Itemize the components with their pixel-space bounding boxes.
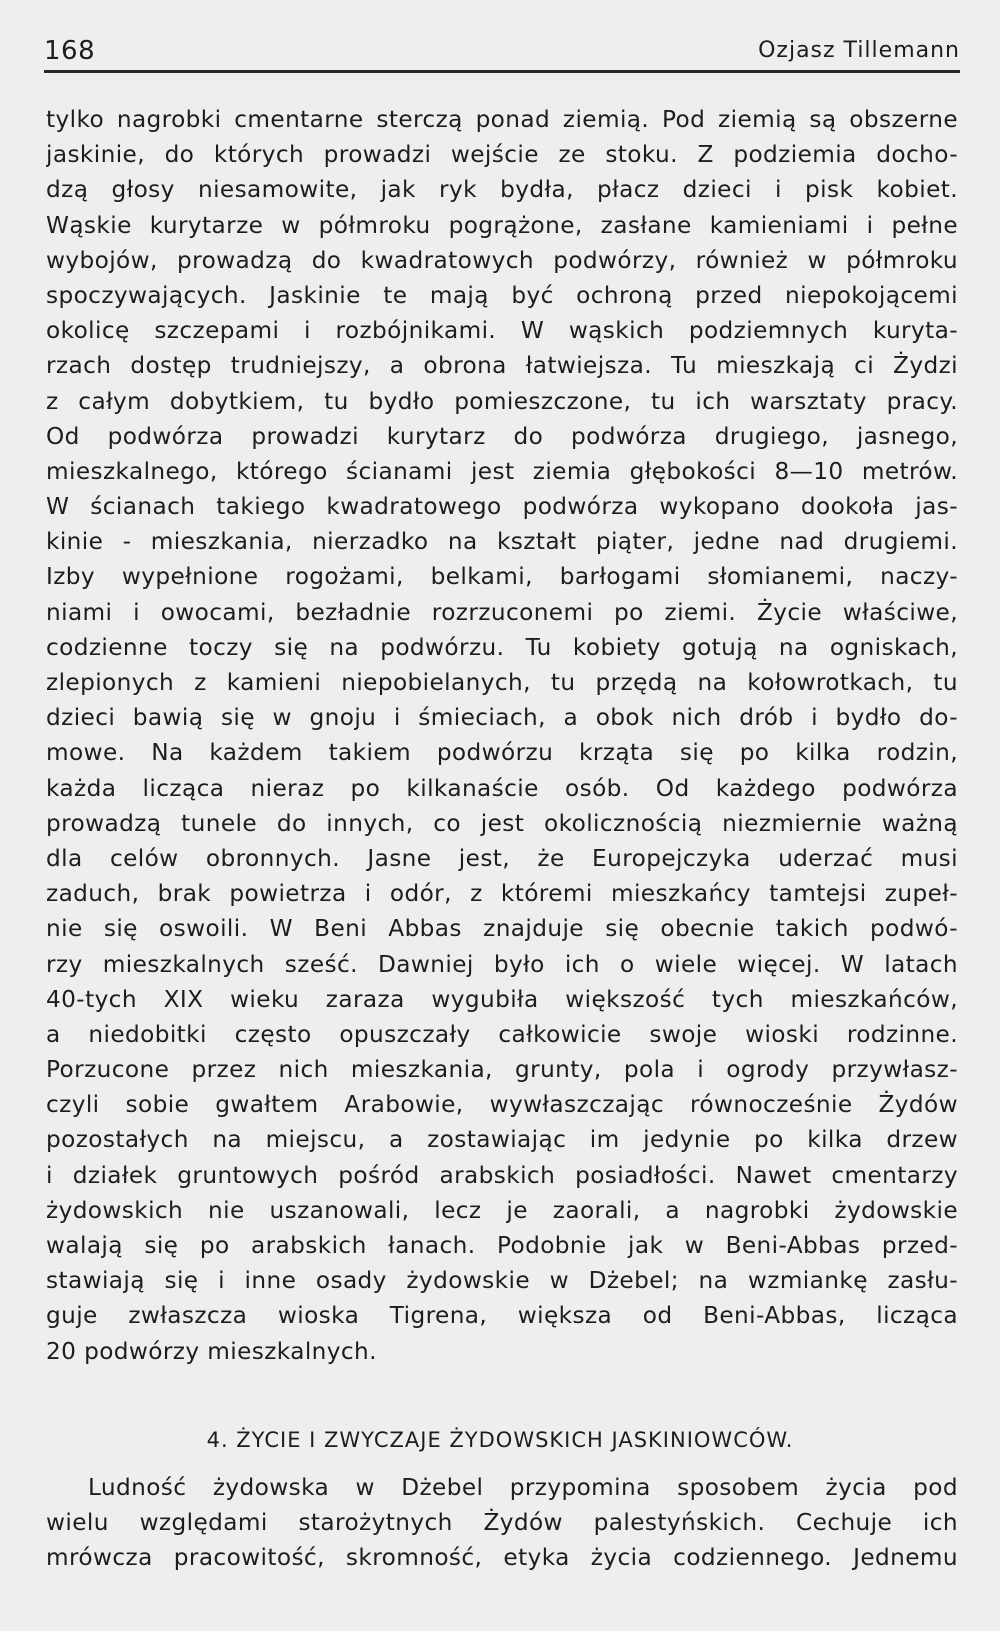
text-line: niami i owocami, bezładnie rozrzuconemi po ziemi. Życie właściwe, (46, 598, 958, 626)
text-line: każda licząca nieraz po kilkanaście osób. Od każdego podwórza (46, 774, 958, 802)
text-line: tylko nagrobki cmentarne sterczą ponad ziemią. Pod ziemią są obszerne (46, 106, 958, 133)
text-line: wybojów, prowadzą do kwadratowych podwórzy, również w półmroku (46, 246, 958, 274)
text-line: Wąskie kurytarze w półmroku pogrążone, zasłane kamieniami i pełne (46, 211, 958, 239)
text-line: rzach dostęp trudniejszy, a obrona łatwiejsza. Tu mieszkają ci Żydzi (46, 352, 958, 380)
text-line: 40-tych XIX wieku zaraza wygubiła większość tych mieszkańców, (46, 985, 958, 1013)
section-heading: 4. ŻYCIE I ZWYCZAJE ŻYDOWSKICH JASKINIOWCÓW. (206, 1428, 794, 1452)
text-line: dzą głosy niesamowite, jak ryk bydła, płacz dzieci i pisk kobiet. (46, 176, 958, 204)
text-line: czyli sobie gwałtem Arabowie, wywłaszczając równocześnie Żydów (46, 1091, 958, 1119)
running-head: Ozjasz Tillemann (758, 38, 960, 63)
text-line: stawiają się i inne osady żydowskie w Dżebel; na wzmiankę zasłu- (46, 1267, 958, 1295)
text-line: Porzucone przez nich mieszkania, grunty, pola i ogrody przywłasz- (46, 1056, 958, 1084)
text-line: rzy mieszkalnych sześć. Dawniej było ich o wiele więcej. W latach (46, 950, 958, 978)
text-line: zaduch, brak powietrza i odór, z któremi mieszkańcy tamtejsi zupeł- (46, 880, 958, 908)
page-header (44, 36, 960, 66)
page-number: 168 (44, 36, 96, 66)
text-line: walają się po arabskich łanach. Podobnie jak w Beni-Abbas przed- (46, 1232, 958, 1259)
text-line: i działek gruntowych pośród arabskich posiadłości. Nawet cmentarzy (46, 1161, 958, 1189)
text-line: okolicę szczepami i rozbójnikami. W wąskich podziemnych kuryta- (46, 317, 958, 345)
text-line: zlepionych z kamieni niepobielanych, tu przędą na kołowrotkach, tu (46, 669, 958, 696)
text-line: dzieci bawią się w gnoju i śmieciach, a obok nich drób i bydło do- (46, 704, 958, 732)
text-line: Ludność żydowska w Dżebel przypomina sposobem życia pod (88, 1474, 958, 1501)
section-paragraph (46, 1470, 958, 1576)
text-line: codzienne toczy się na podwórzu. Tu kobiety gotują na ogniskach, (46, 633, 958, 661)
text-line: mowe. Na każdem takiem podwórzu krząta się po kilka rodzin, (46, 739, 958, 767)
text-line: jaskinie, do których prowadzi wejście ze stoku. Z podziemia docho- (46, 141, 958, 169)
text-line: spoczywających. Jaskinie te mają być ochroną przed niepokojącemi (46, 281, 958, 309)
text-line: mrówcza pracowitość, skromność, etyka życia codziennego. Jednemu (46, 1544, 958, 1572)
text-line: wielu względami starożytnych Żydów palestyńskich. Cechuje ich (46, 1509, 958, 1537)
text-line: Izby wypełnione rogożami, belkami, barłogami słomianemi, naczy- (46, 563, 958, 591)
header-rule (44, 70, 960, 73)
text-line: prowadzą tunele do innych, co jest okolicznością niezmiernie ważną (46, 809, 958, 837)
paragraph-1 (46, 102, 958, 1369)
text-line: W ścianach takiego kwadratowego podwórza wykopano dookoła jas- (46, 493, 958, 521)
text-line: Od podwórza prowadzi kurytarz do podwórza drugiego, jasnego, (46, 422, 958, 450)
text-line: nie się oswoili. W Beni Abbas znajduje się obecnie takich podwó- (46, 915, 958, 943)
text-line: pozostałych na miejscu, a zostawiając im jedynie po kilka drzew (46, 1126, 958, 1154)
text-line: z całym dobytkiem, tu bydło pomieszczone, tu ich warsztaty pracy. (46, 387, 958, 415)
text-line: a niedobitki często opuszczały całkowicie swoje wioski rodzinne. (46, 1020, 958, 1048)
text-line: guje zwłaszcza wioska Tigrena, większa od Beni-Abbas, licząca (46, 1302, 958, 1330)
text-line: kinie - mieszkania, nierzadko na kształt piąter, jedne nad drugiemi. (46, 528, 958, 556)
text-line: dla celów obronnych. Jasne jest, że Europejczyka uderzać musi (46, 844, 958, 872)
text-line: żydowskich nie uszanowali, lecz je zaorali, a nagrobki żydowskie (46, 1196, 958, 1224)
text-line: mieszkalnego, którego ścianami jest ziemia głębokości 8—10 metrów. (46, 457, 958, 485)
text-line: 20 podwórzy mieszkalnych. (46, 1337, 377, 1365)
